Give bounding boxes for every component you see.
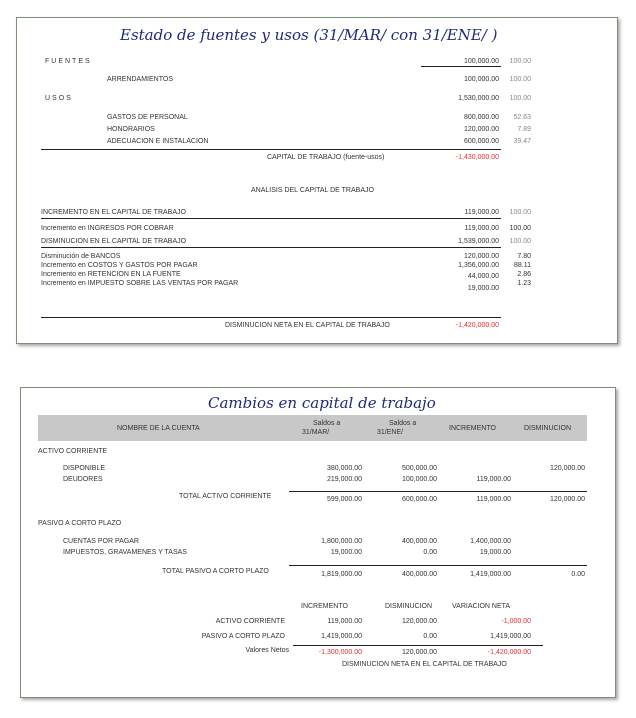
resumen-row-inc: 1,419,000.00	[321, 633, 362, 640]
total-activo-label: TOTAL ACTIVO CORRIENTE	[179, 493, 272, 500]
detalle-label: Disminución de BANCOS	[41, 253, 121, 260]
divider	[41, 149, 501, 150]
usos-label: USOS	[45, 95, 73, 102]
estado-title: Estado de fuentes y usos (31/MAR/ con 31/ENE/ )	[120, 26, 498, 44]
valores-netos-label: Valores Netos	[245, 647, 289, 654]
usos-item-value: 600,000.00	[463, 138, 499, 145]
disminucion-value: 1,539,000.00	[458, 238, 499, 245]
activo-row-mar: 380,000.00	[326, 465, 362, 472]
detalle-label: Incremento en COSTOS Y GASTOS POR PAGAR	[41, 262, 198, 269]
usos-item-label: ADECUACION E INSTALACION	[107, 138, 209, 145]
divider	[41, 247, 501, 248]
resumen-header-variacion: VARIACION NETA	[452, 603, 511, 610]
fuentes-pct: 100.00	[509, 58, 531, 65]
pasivo-row-inc: 1,400,000.00	[470, 538, 511, 545]
arrendamientos-value: 100,000.00	[463, 76, 499, 83]
detalle-value: 1,356,000.00	[458, 262, 499, 269]
usos-total: 1,530,000.00	[458, 95, 499, 102]
resumen-row-var: -1,000.00	[501, 618, 531, 625]
total-activo-mar: 599,000.00	[326, 496, 362, 503]
header-disminucion: DISMINUCION	[524, 425, 572, 432]
total-pasivo-inc: 1,419,000.00	[470, 571, 511, 578]
header-saldos-mar-date: 31/MAR/	[302, 429, 330, 436]
detalle-pct: 2.86	[517, 271, 531, 278]
valores-netos-dis: 120,000.00	[401, 649, 437, 656]
usos-item-pct: 52.63	[513, 114, 531, 121]
divider	[41, 317, 501, 318]
incremento-pct: 100.00	[509, 209, 531, 216]
estado-fuentes-usos-panel	[16, 17, 618, 344]
valores-netos-var: -1,420,000.00	[487, 649, 531, 656]
pasivo-section-title: PASIVO A CORTO PLAZO	[38, 520, 122, 527]
divider	[289, 491, 587, 492]
total-activo-ene: 600,000.00	[401, 496, 437, 503]
resumen-row-dis: 120,000.00	[401, 618, 437, 625]
activo-row-label: DISPONIBLE	[63, 465, 106, 472]
activo-row-ene: 100,000.00	[401, 476, 437, 483]
pasivo-row-inc: 19,000.00	[479, 549, 511, 556]
pasivo-row-mar: 1,800,000.00	[321, 538, 362, 545]
disminucion-pct: 100.00	[509, 238, 531, 245]
pasivo-row-ene: 400,000.00	[401, 538, 437, 545]
pasivo-row-label: CUENTAS POR PAGAR	[63, 538, 139, 545]
header-cuenta: NOMBRE DE LA CUENTA	[117, 425, 200, 432]
incremento-value: 119,000.00	[464, 209, 499, 216]
inc-ingresos-pct: 100.00	[509, 225, 531, 232]
usos-item-pct: 39.47	[513, 138, 531, 145]
activo-row-inc: 119,000.00	[476, 476, 511, 483]
activo-row-ene: 500,000.00	[401, 465, 437, 472]
fuentes-label: FUENTES	[45, 58, 92, 65]
disminucion-neta-label: DISMINUCION NETA EN EL CAPITAL DE TRABAJO	[225, 322, 390, 329]
inc-ingresos-label: Incremento en INGRESOS POR COBRAR	[41, 225, 174, 232]
activo-row-dis: 120,000.00	[549, 465, 585, 472]
resumen-row-var: 1,419,000.00	[490, 633, 531, 640]
detalle-label: Incremento en RETENCION EN LA FUENTE	[41, 271, 181, 278]
activo-row-mar: 219,000.00	[326, 476, 362, 483]
fuentes-total: 100,000.00	[463, 58, 499, 65]
header-saldos-mar: Saldos a	[313, 420, 341, 427]
usos-pct: 100.00	[509, 95, 531, 102]
detalle-value: 120,000.00	[463, 253, 499, 260]
divider	[293, 645, 543, 646]
disminucion-label: DISMINUCION EN EL CAPITAL DE TRABAJO	[41, 238, 187, 245]
resumen-row-label: PASIVO A CORTO PLAZO	[201, 633, 285, 640]
incremento-label: INCREMENTO EN EL CAPITAL DE TRABAJO	[41, 209, 186, 216]
disminucion-neta-value: -1,420,000.00	[455, 322, 499, 329]
total-pasivo-dis: 0.00	[571, 571, 585, 578]
total-pasivo-ene: 400,000.00	[401, 571, 437, 578]
capital-label: CAPITAL DE TRABAJO (fuente-usos)	[267, 154, 385, 161]
header-saldos-ene-date: 31/ENE/	[377, 429, 404, 436]
analisis-title: ANALISIS DEL CAPITAL DE TRABAJO	[251, 187, 374, 194]
arrendamientos-label: ARRENDAMIENTOS	[107, 76, 173, 83]
arrendamientos-pct: 100.00	[509, 76, 531, 83]
resumen-header-incremento: INCREMENTO	[301, 603, 348, 610]
divider	[41, 218, 501, 219]
inc-ingresos-value: 119,000.00	[464, 225, 499, 232]
detalle-value: 44,000.00	[467, 273, 499, 280]
divider	[289, 565, 587, 566]
detalle-pct: 1.23	[517, 280, 531, 287]
detalle-label: Incremento en IMPUESTO SOBRE LAS VENTAS POR PAGAR	[41, 280, 239, 287]
capital-value: -1,430,000.00	[455, 154, 499, 161]
usos-item-value: 800,000.00	[463, 114, 499, 121]
divider	[421, 66, 501, 67]
total-pasivo-mar: 1,819,000.00	[321, 571, 362, 578]
total-activo-dis: 120,000.00	[549, 496, 585, 503]
cambios-capital-panel	[20, 387, 616, 698]
resumen-row-inc: 119,000.00	[327, 618, 362, 625]
cambios-title: Cambios en capital de trabajo	[208, 394, 436, 412]
usos-item-label: HONORARIOS	[107, 126, 155, 133]
total-pasivo-label: TOTAL PASIVO A CORTO PLAZO	[162, 568, 269, 575]
total-activo-inc: 119,000.00	[476, 496, 511, 503]
valores-netos-inc: -1,300,000.00	[318, 649, 362, 656]
detalle-value: 19,000.00	[467, 285, 499, 292]
header-incremento: INCREMENTO	[449, 425, 496, 432]
detalle-pct: 7.80	[517, 253, 531, 260]
usos-item-value: 120,000.00	[463, 126, 499, 133]
activo-section-title: ACTIVO CORRIENTE	[38, 448, 108, 455]
pasivo-row-mar: 19,000.00	[330, 549, 362, 556]
header-saldos-ene: Saldos a	[389, 420, 417, 427]
cambios-footer: DISMINUCION NETA EN EL CAPITAL DE TRABAJO	[342, 661, 507, 668]
resumen-row-dis: 0.00	[423, 633, 437, 640]
activo-row-label: DEUDORES	[63, 476, 103, 483]
resumen-header-disminucion: DISMINUCION	[385, 603, 433, 610]
usos-item-label: GASTOS DE PERSONAL	[107, 114, 188, 121]
pasivo-row-ene: 0.00	[423, 549, 437, 556]
usos-item-pct: 7.89	[517, 126, 531, 133]
detalle-pct: 88.11	[514, 262, 531, 269]
pasivo-row-label: IMPUESTOS, GRAVAMENES Y TASAS	[63, 549, 187, 556]
resumen-row-label: ACTIVO CORRIENTE	[215, 618, 285, 625]
